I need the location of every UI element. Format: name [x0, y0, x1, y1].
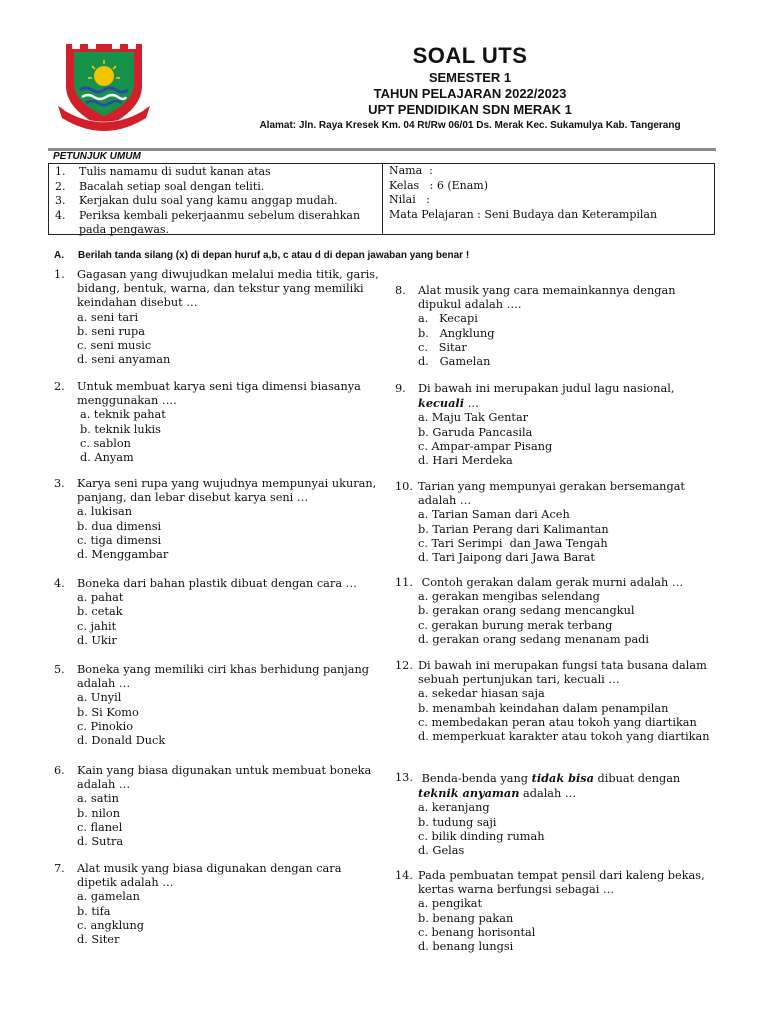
question-stem-emphasis: kecuali [418, 396, 465, 411]
answer-option[interactable]: d. Hari Merdeka [418, 454, 513, 468]
answer-option[interactable]: b. Garuda Pancasila [418, 425, 533, 439]
question-1 [54, 268, 384, 367]
question-number: 11. [395, 576, 413, 589]
answer-option[interactable]: a. Unyil [77, 691, 122, 705]
section-instruction: Berilah tanda silang (x) di depan huruf a,b, c atau d di depan jawaban yang benar ! [78, 250, 470, 261]
question-stem [418, 382, 720, 411]
answer-option[interactable]: a. Kecapi [418, 312, 478, 326]
section-heading [54, 250, 469, 261]
instruction-number: 2. [55, 179, 66, 193]
question-7 [54, 862, 384, 947]
instruction-number: 1. [55, 165, 66, 178]
section-letter: A. [54, 250, 64, 261]
question-stem: Gagasan yang diwujudkan melalui media titik, garis, bidang, bentuk, warna, dan tekstur yang memiliki keindahan disebut … [77, 268, 379, 310]
question-number: 7. [54, 862, 65, 875]
question-14 [395, 869, 720, 954]
question-stem: Alat musik yang cara memainkannya dengan dipukul adalah …. [418, 284, 676, 312]
academic-year: TAHUN PELAJARAN 2022/2023 [373, 86, 567, 101]
answer-option[interactable]: d. Tari Jaipong dari Jawa Barat [418, 551, 595, 565]
question-stem-emphasis: teknik anyaman [418, 786, 520, 801]
question-9 [395, 382, 720, 468]
answer-option[interactable]: a. Maju Tak Gentar [418, 411, 529, 425]
answer-option[interactable]: c. flanel [77, 820, 123, 834]
instruction-text: Periksa kembali pekerjaanmu sebelum diserahkan pada pengawas. [79, 208, 361, 236]
answer-option[interactable]: a. lukisan [77, 505, 133, 519]
question-number: 9. [395, 382, 406, 395]
question-2 [54, 380, 384, 465]
instructions-table [48, 163, 715, 235]
school-address: Alamat: Jln. Raya Kresek Km. 04 Rt/Rw 06/01 Ds. Merak Kec. Sukamulya Kab. Tangerang [259, 120, 681, 131]
question-10 [395, 480, 720, 565]
answer-option[interactable]: b. tifa [77, 904, 111, 918]
question-stem: Pada pembuatan tempat pensil dari kaleng bekas, kertas warna berfungsi sebagai … [418, 869, 705, 897]
answer-option[interactable]: c. Tari Serimpi dan Jawa Tengah [418, 536, 608, 550]
question-3 [54, 477, 384, 562]
answer-option[interactable]: b. menambah keindahan dalam penampilan [418, 701, 669, 715]
answer-option[interactable]: d. Siter [77, 933, 120, 947]
instruction-number: 4. [55, 208, 66, 222]
instruction-text: Bacalah setiap soal dengan teliti. [79, 179, 265, 193]
document-title: SOAL UTS [412, 43, 528, 68]
question-number: 12. [395, 659, 413, 672]
question-stem-text: dibuat dengan [593, 772, 681, 785]
instruction-text: Kerjakan dulu soal yang kamu anggap mudah. [79, 194, 338, 207]
answer-option[interactable]: b. Tarian Perang dari Kalimantan [418, 522, 609, 536]
question-number: 14. [395, 869, 413, 882]
question-5 [54, 663, 384, 748]
answer-option[interactable]: c. bilik dinding rumah [418, 829, 545, 843]
score-field[interactable]: Nilai : [389, 193, 430, 206]
question-6 [54, 764, 384, 849]
instructions-label: PETUNJUK UMUM [53, 151, 141, 162]
answer-option[interactable]: b. Si Komo [77, 705, 139, 719]
semester-label: SEMESTER 1 [428, 70, 512, 85]
answer-option[interactable]: d. Menggambar [77, 548, 169, 562]
question-stem-text: Benda-benda yang [418, 772, 532, 785]
school-logo [56, 40, 152, 134]
answer-option[interactable]: c. membedakan peran atau tokoh yang diartikan [418, 715, 697, 729]
answer-option[interactable]: c. Sitar [418, 340, 467, 354]
answer-option[interactable]: b. Angklung [418, 326, 495, 340]
answer-option[interactable]: d. Anyam [80, 451, 134, 465]
question-4 [54, 577, 384, 648]
answer-option[interactable]: c. angklung [77, 918, 144, 932]
answer-option[interactable]: d. seni anyaman [77, 353, 171, 367]
question-stem: Boneka dari bahan plastik dibuat dengan cara … [77, 577, 357, 590]
answer-option[interactable]: b. dua dimensi [77, 519, 162, 533]
answer-option[interactable]: a. Tarian Saman dari Aceh [418, 508, 570, 522]
answer-option[interactable]: a. gamelan [77, 890, 140, 904]
question-number: 6. [54, 764, 65, 777]
school-name: UPT PENDIDIKAN SDN MERAK 1 [368, 102, 572, 117]
answer-option[interactable]: a. sekedar hiasan saja [418, 687, 545, 701]
answer-option[interactable]: b. gerakan orang sedang mencangkul [418, 604, 635, 618]
question-stem: Alat musik yang biasa digunakan dengan cara dipetik adalah … [77, 862, 342, 890]
answer-option[interactable]: a. teknik pahat [80, 408, 166, 422]
answer-option[interactable]: b. teknik lukis [80, 422, 161, 436]
answer-option[interactable]: a. seni tari [77, 310, 139, 324]
question-stem: Di bawah ini merupakan fungsi tata busana dalam sebuah pertunjukan tari, kecuali … [418, 659, 707, 687]
question-stem-text: adalah … [519, 787, 577, 801]
answer-option[interactable]: a. keranjang [418, 801, 490, 815]
question-stem-text: Di bawah ini merupakan judul lagu nasional, [418, 382, 675, 395]
answer-option[interactable]: d. Sutra [77, 835, 124, 849]
question-stem: Kain yang biasa digunakan untuk membuat boneka adalah … [77, 764, 372, 792]
question-number: 4. [54, 577, 65, 590]
question-number: 13. [395, 771, 413, 784]
answer-option[interactable]: b. cetak [77, 605, 123, 619]
instructions-list [49, 164, 383, 234]
question-stem: Contoh gerakan dalam gerak murni adalah … [418, 576, 684, 589]
answer-option[interactable]: b. benang pakan [418, 911, 514, 925]
answer-option[interactable]: c. benang horisontal [418, 925, 536, 939]
question-stem: Untuk membuat karya seni tiga dimensi biasanya menggunakan …. [77, 380, 361, 408]
answer-option[interactable]: a. pahat [77, 591, 124, 605]
question-stem: Karya seni rupa yang wujudnya mempunyai ukuran, panjang, dan lebar disebut karya seni … [77, 477, 377, 505]
answer-option[interactable]: c. jahit [77, 619, 117, 633]
answer-option[interactable]: d. gerakan orang sedang menanam padi [418, 632, 650, 646]
instruction-item [49, 209, 382, 238]
answer-option[interactable]: a. gerakan mengibas selendang [418, 590, 600, 604]
question-number: 8. [395, 284, 406, 297]
answer-option[interactable]: c. gerakan burung merak terbang [418, 618, 613, 632]
instruction-item [49, 194, 382, 209]
name-field[interactable]: Nama : [389, 164, 433, 177]
instruction-item [49, 180, 382, 195]
question-number: 1. [54, 268, 65, 281]
question-13 [395, 771, 720, 858]
answer-option[interactable]: d. Gelas [418, 844, 465, 858]
question-number: 2. [54, 380, 65, 393]
answer-option[interactable]: d. benang lungsi [418, 940, 514, 954]
answer-option[interactable]: d. memperkuat karakter atau tokoh yang diartikan [418, 730, 710, 744]
answer-option[interactable]: c. Ampar-ampar Pisang [418, 439, 553, 453]
question-number: 10. [395, 480, 413, 493]
answer-option[interactable]: a. satin [77, 792, 119, 806]
question-8 [395, 284, 720, 369]
student-identity [383, 164, 714, 234]
answer-option[interactable]: d. Ukir [77, 633, 117, 647]
instruction-item [49, 165, 382, 180]
answer-option[interactable]: c. sablon [80, 436, 131, 450]
question-number: 5. [54, 663, 65, 676]
answer-option[interactable]: d. Donald Duck [77, 734, 166, 748]
header-divider [48, 148, 716, 151]
answer-option[interactable]: c. seni music [77, 339, 152, 353]
answer-option[interactable]: c. Pinokio [77, 719, 134, 733]
instruction-text: Tulis namamu di sudut kanan atas [79, 165, 271, 178]
question-stem: Tarian yang mempunyai gerakan bersemangat adalah … [418, 480, 685, 508]
question-11 [395, 576, 720, 647]
question-stem: Boneka yang memiliki ciri khas berhidung panjang adalah … [77, 663, 370, 691]
question-stem-emphasis: tidak bisa [531, 771, 594, 785]
answer-option[interactable]: d. Gamelan [418, 355, 491, 369]
answer-option[interactable]: b. seni rupa [77, 324, 146, 338]
answer-option[interactable]: b. tudung saji [418, 815, 497, 829]
instruction-number: 3. [55, 194, 66, 207]
answer-option[interactable]: a. pengikat [418, 897, 483, 911]
answer-option[interactable]: c. tiga dimensi [77, 533, 162, 547]
question-stem-tail: … [464, 397, 479, 411]
question-stem [418, 771, 720, 801]
subject-field: Mata Pelajaran : Seni Budaya dan Keterampilan [389, 207, 658, 221]
question-12 [395, 659, 720, 744]
answer-option[interactable]: b. nilon [77, 806, 120, 820]
class-field: Kelas : 6 (Enam) [389, 178, 489, 192]
question-number: 3. [54, 477, 65, 490]
